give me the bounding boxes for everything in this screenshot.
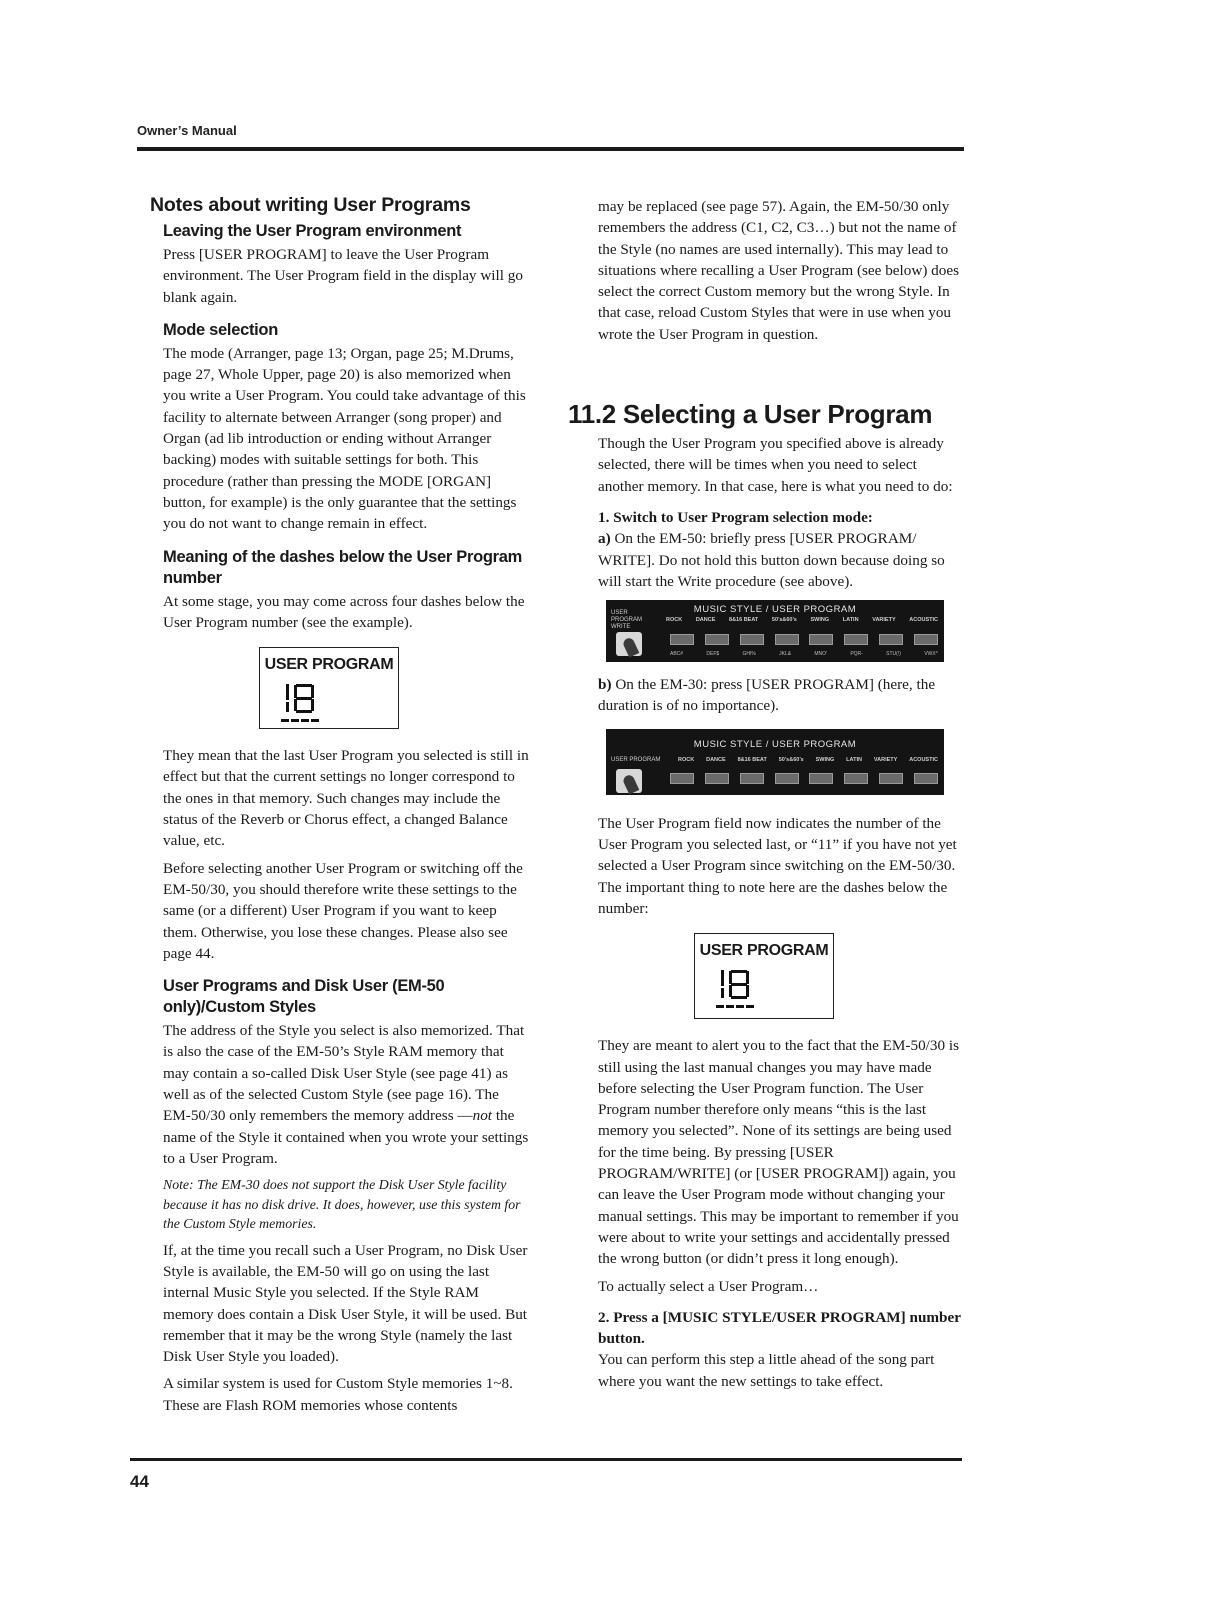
panel-button (775, 634, 799, 645)
panel-category: DANCE (695, 617, 716, 624)
panel-category: ACOUSTIC (909, 756, 938, 763)
subheading-disk-user: User Programs and Disk User (EM-50 only)/Custom Styles (163, 977, 445, 1017)
panel-button (740, 634, 764, 645)
panel-title: MUSIC STYLE / USER PROGRAM (693, 738, 857, 750)
note: Note: The EM-30 does not support the Disk User Style facility because it has no disk drive. It does, however, use this system for the Custom Style memories. (163, 1177, 521, 1232)
panel-sublabel: MNO' (814, 651, 828, 658)
emphasis: not (472, 1107, 493, 1125)
panel-button (914, 634, 938, 645)
finger-press-icon (616, 769, 642, 793)
lcd-display-example (694, 933, 834, 1019)
panel-button (809, 634, 833, 645)
panel-sublabel: DEF$ (706, 651, 720, 658)
paragraph: Though the User Program you specified above is already selected, there will be times when you need to select another memory. In that case, here is what you need to do: (598, 435, 953, 495)
panel-category: SWING (810, 617, 830, 624)
paragraph: The User Program field now indicates the number of the User Program you selected last, or “11” if you have not yet selected a User Program since switching on the EM-50/30. The important thing to note here are the dashes below the number: (598, 814, 957, 917)
panel-category: 50’s&60’s (778, 756, 804, 763)
panel-button (879, 634, 903, 645)
text-run: The address of the Style you select is also memorized. That is also the case of the EM-50’s Style RAM memory that may contain a so-called Disk User Style (see page 41) as well as of the selected Custom Style (see page 16). The EM-50/30 only remembers the memory address — (163, 1022, 525, 1125)
panel-category: ROCK (678, 756, 695, 763)
lcd-label: USER PROGRAM (699, 942, 829, 960)
page-number: 44 (130, 1472, 149, 1491)
panel-button (879, 773, 903, 784)
paragraph: They mean that the last User Program you selected is still in effect but that the current settings no longer correspond to the ones in that memory. Such changes may include the status of the Reverb or Chorus effect, a changed Balance value, etc. (163, 747, 529, 850)
em30-panel-image (606, 729, 944, 795)
panel-button (775, 773, 799, 784)
panel-title: MUSIC STYLE / USER PROGRAM (693, 604, 857, 616)
right-column (568, 196, 964, 1398)
left-column (150, 194, 529, 1422)
panel-sublabel: JKL& (779, 651, 792, 658)
panel-sublabels (670, 651, 938, 657)
panel-button (705, 634, 729, 645)
panel-button (705, 773, 729, 784)
lcd-segment-digits (715, 968, 765, 1010)
text-run: the name of the Style it contained when you wrote your settings to a User Program. (163, 1107, 529, 1167)
chapter-title: 11.2 Selecting a User Program (568, 399, 933, 430)
panel-side-label: USER PROGRAM WRITE (611, 610, 643, 631)
paragraph (598, 528, 964, 592)
paragraph: You can perform this step a little ahead of the song part where you want the new settings to take effect. (598, 1351, 935, 1390)
panel-button (914, 773, 938, 784)
text-run: On the EM-30: press [USER PROGRAM] (here, the duration is of no importance). (598, 676, 936, 715)
panel-button (670, 773, 694, 784)
text-run: On the EM-50: briefly press [USER PROGRAM/ WRITE]. Do not hold this button down because doing so will start the Write procedure (see above). (598, 530, 945, 590)
panel-button (844, 773, 868, 784)
panel-category: VARIETY (873, 756, 898, 763)
panel-sublabel: PQR- (850, 651, 863, 658)
lcd-segment-digits (280, 682, 330, 724)
footer-rule (130, 1458, 962, 1461)
panel-sublabel: VWX^ (924, 651, 938, 658)
step-1: 1. Switch to User Program selection mode: (598, 508, 873, 526)
lcd-display-example (259, 647, 399, 729)
paragraph: The mode (Arranger, page 13; Organ, page 25; M.Drums, page 27, Whole Upper, page 20) is also memorized when you write a User Program. You could take advantage of this facility to alternate between Arranger (song proper) and Organ (ad lib introduction or ending without Arranger backing) modes with suitable settings for both. This procedure (rather than pressing the MODE [ORGAN] button, for example) is the only guarantee that the settings you do not want to change remain in effect. (163, 344, 526, 533)
header-rule (137, 147, 964, 151)
paragraph: A similar system is used for Custom Style memories 1~8. These are Flash ROM memories whose contents (163, 1375, 513, 1414)
panel-category: SWING (815, 756, 835, 763)
lcd-label: USER PROGRAM (264, 656, 394, 674)
panel-category: ACOUSTIC (909, 617, 938, 624)
paragraph (598, 674, 964, 717)
subheading-mode-selection: Mode selection (163, 320, 278, 339)
paragraph (163, 1020, 529, 1169)
panel-sublabel: GHI% (742, 651, 756, 658)
step-2: 2. Press a [MUSIC STYLE/USER PROGRAM] number button. (598, 1308, 961, 1348)
paragraph: To actually select a User Program… (598, 1277, 819, 1295)
paragraph: They are meant to alert you to the fact that the EM-50/30 is still using the last manual changes you may have made before selecting the User Program function. The User Program number therefore only means “this is the last memory you selected”. None of its settings are being used for the time being. By pressing [USER PROGRAM/WRITE] (or [USER PROGRAM]) again, you can leave the User Program mode without changing your manual settings. This may be important to remember if you were about to write your settings and accidentally pressed the wrong button (or didn’t press it long enough). (598, 1037, 960, 1268)
panel-category: LATIN (846, 756, 862, 763)
paragraph: Press [USER PROGRAM] to leave the User Program environment. The User Program field in the display will go blank again. (163, 246, 523, 306)
panel-category: 8&16 BEAT (729, 617, 759, 624)
section-title: Notes about writing User Programs (150, 194, 471, 216)
panel-buttons (670, 634, 938, 645)
subheading-dashes: Meaning of the dashes below the User Program number (163, 547, 523, 587)
panel-sublabel: STU(!) (886, 651, 901, 658)
panel-category: ROCK (666, 617, 683, 624)
panel-categories (678, 757, 938, 763)
paragraph: At some stage, you may come across four dashes below the User Program number (see the example). (163, 592, 525, 631)
running-header: Owner’s Manual (137, 123, 237, 138)
paragraph: may be replaced (see page 57). Again, the EM-50/30 only remembers the address (C1, C2, C3…) but not the name of the Style (no names are used internally). This may lead to situations where recalling a User Program (see below) does select the correct Custom memory but the wrong Style. In that case, reload Custom Styles that were in use when you wrote the User Program in question. (598, 198, 960, 343)
panel-buttons (670, 773, 938, 784)
panel-side-label: USER PROGRAM (611, 756, 661, 763)
step-letter: a) (598, 530, 611, 548)
finger-press-icon (616, 632, 642, 656)
step-letter: b) (598, 676, 612, 694)
panel-category: 50’s&60’s (771, 617, 797, 624)
panel-category: 8&16 BEAT (737, 756, 767, 763)
panel-button (844, 634, 868, 645)
subheading-leaving: Leaving the User Program environment (163, 222, 462, 240)
panel-category: LATIN (842, 617, 859, 624)
paragraph: If, at the time you recall such a User Program, no Disk User Style is available, the EM-50 will go on using the last internal Music Style you selected. If the Style RAM memory does contain a Disk User Style, it will be used. But remember that it may be the wrong Style (namely the last Disk User Style you loaded). (163, 1241, 528, 1366)
panel-sublabel: ABC# (670, 651, 684, 658)
panel-categories (666, 617, 938, 623)
panel-category: DANCE (706, 756, 726, 763)
panel-button (670, 634, 694, 645)
em50-panel-image (606, 600, 944, 662)
paragraph: Before selecting another User Program or switching off the EM-50/30, you should therefore write these settings to the same (or a different) User Program if you want to keep them. Otherwise, you lose these changes. Please also see page 44. (163, 859, 523, 962)
panel-category: VARIETY (872, 617, 896, 624)
panel-button (809, 773, 833, 784)
panel-button (740, 773, 764, 784)
